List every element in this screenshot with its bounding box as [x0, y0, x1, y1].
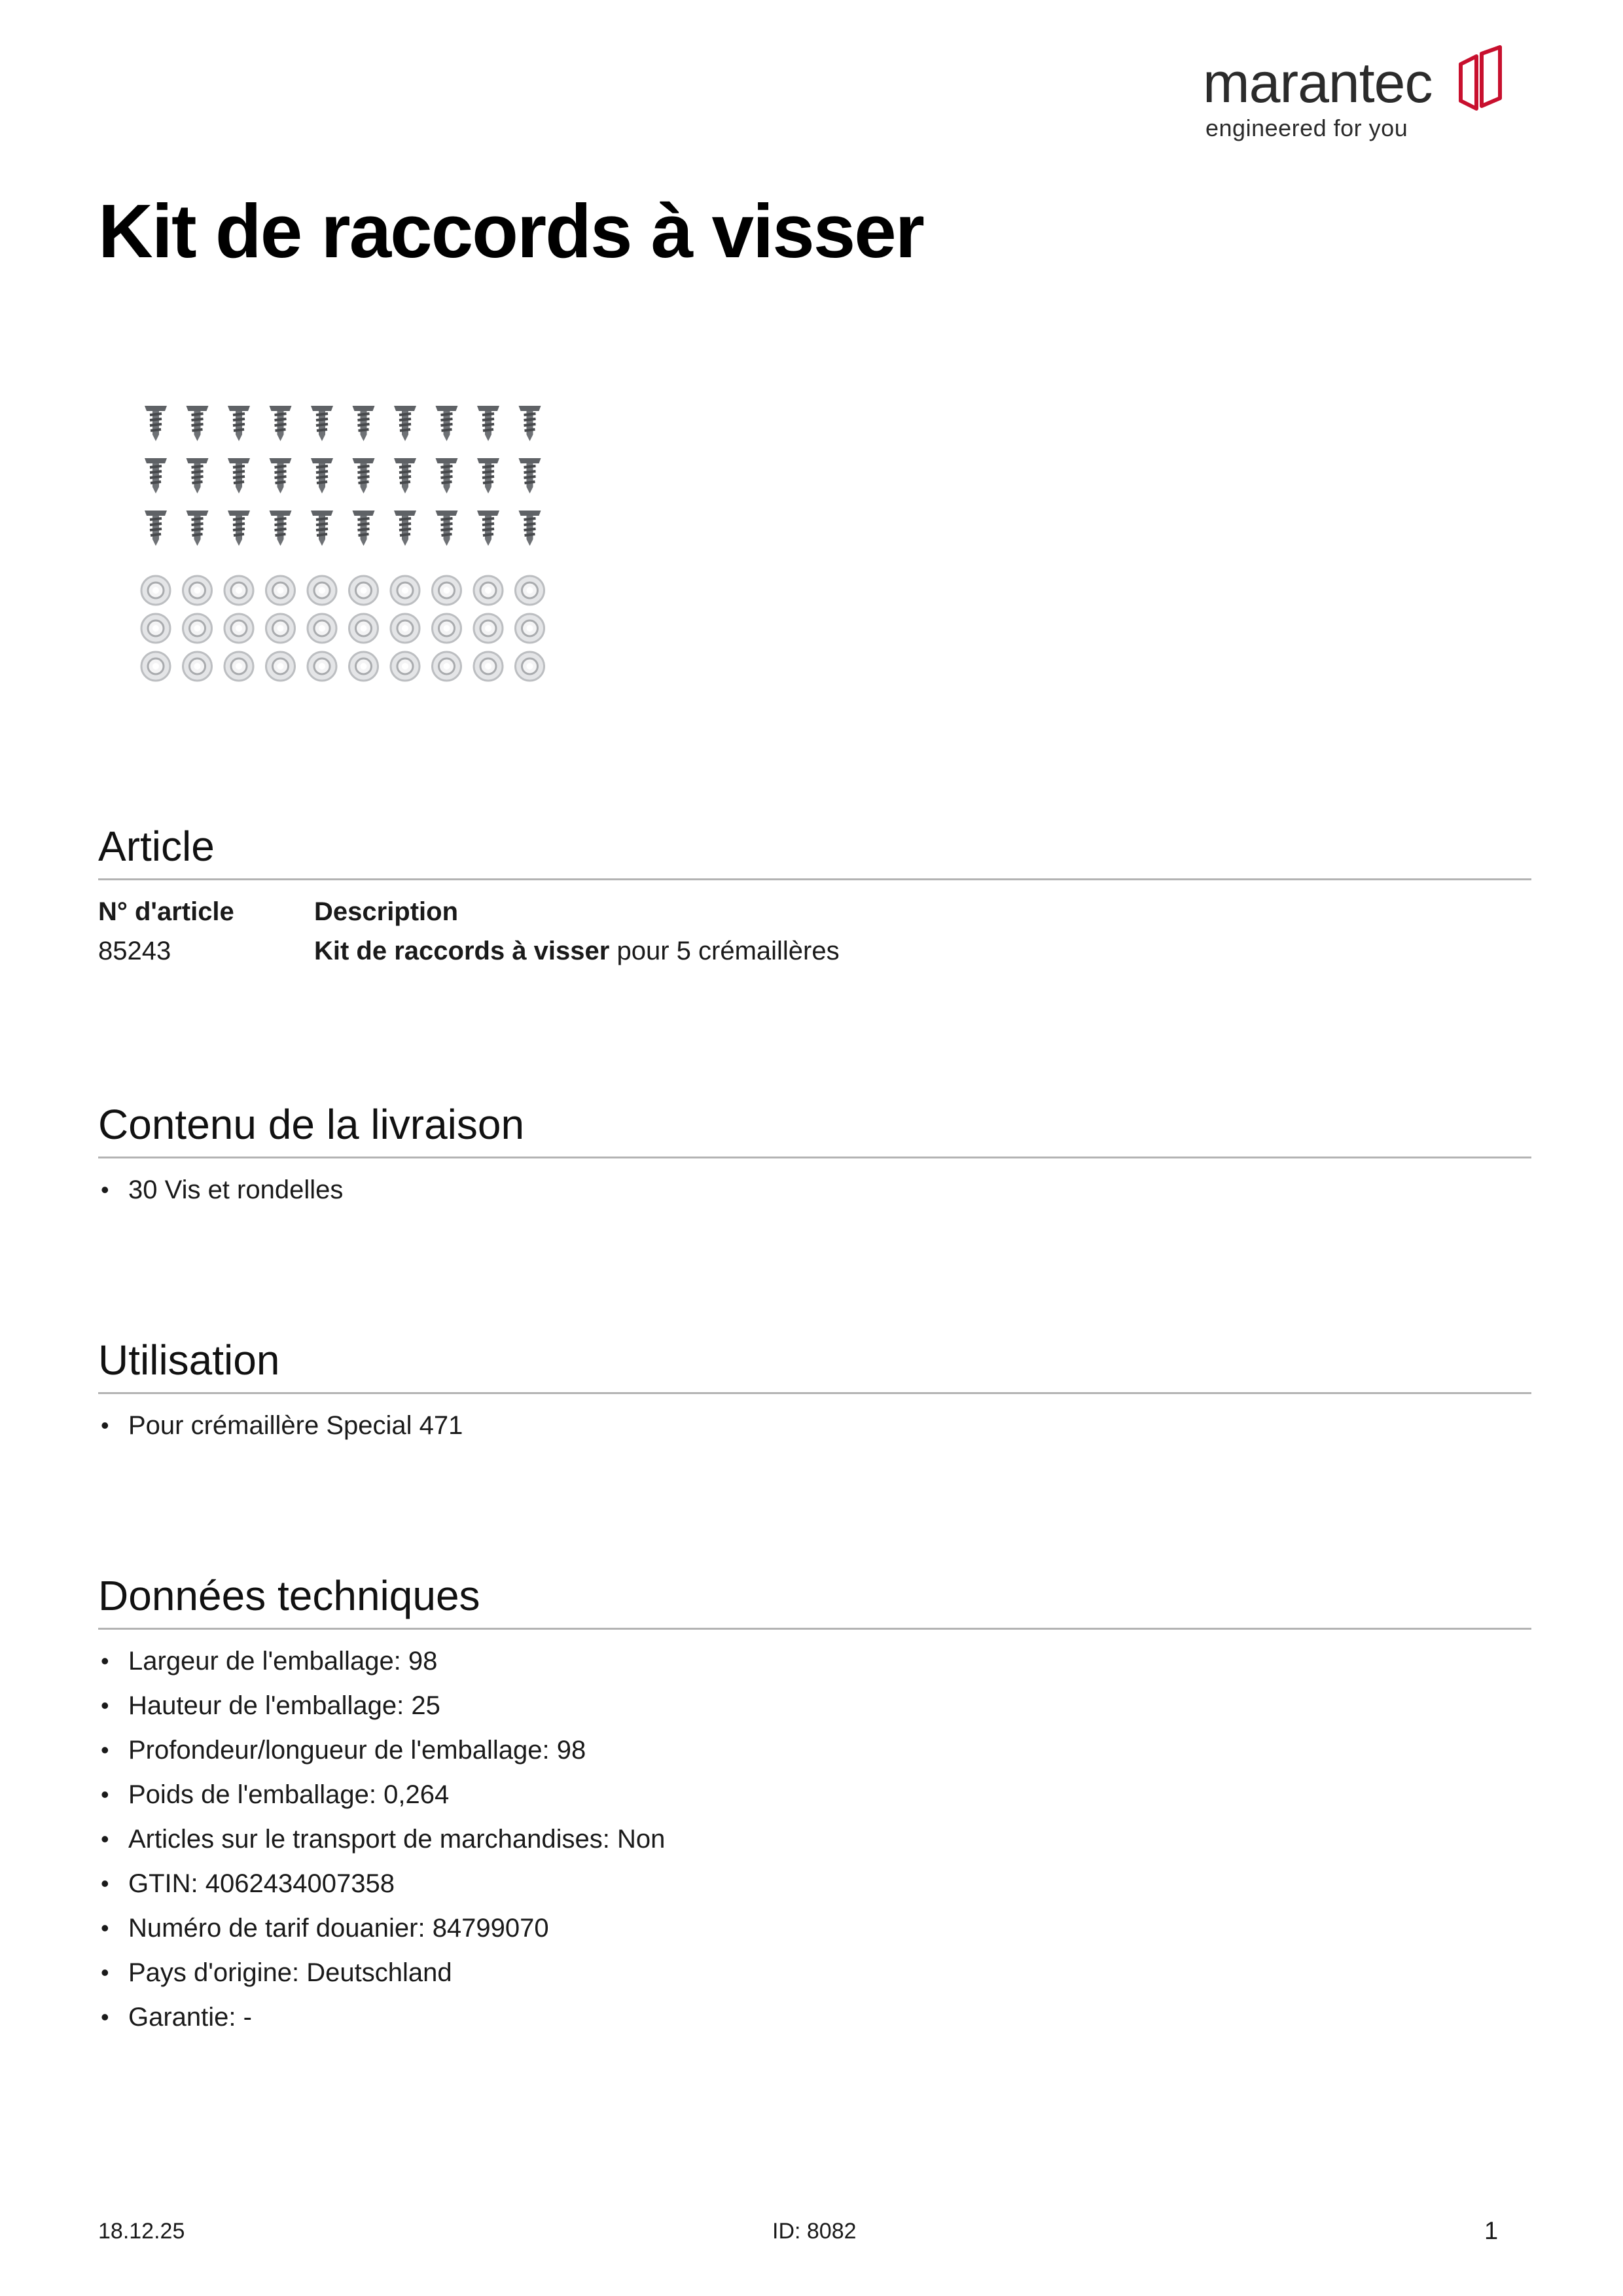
marantec-logo [1203, 42, 1504, 147]
contenu-list [98, 1168, 1531, 1212]
page-title: Kit de raccords à visser [98, 188, 923, 274]
footer-page-number: 1 [1484, 2217, 1499, 2245]
screw-icon [394, 511, 416, 546]
washer-icon [474, 614, 503, 643]
screw-icon [519, 458, 541, 493]
washer-icon [308, 652, 336, 681]
screw-icon [187, 406, 209, 441]
washer-icon [266, 576, 295, 605]
screw-icon [436, 406, 458, 441]
washer-icon [433, 576, 461, 605]
utilisation-list [98, 1403, 1531, 1448]
list-item: • Numéro de tarif douanier: 84799070 [98, 1906, 1531, 1950]
article-table-header [98, 892, 1531, 931]
washer-icon [349, 614, 378, 643]
washer-icon [516, 576, 544, 605]
washer-icon [224, 652, 253, 681]
washer-icon [224, 576, 253, 605]
washer-icon [183, 614, 212, 643]
washer-icon [349, 652, 378, 681]
list-item: • Garantie: - [98, 1995, 1531, 2039]
screw-icon [436, 511, 458, 546]
washer-icon [308, 614, 336, 643]
donnees-list [98, 1639, 1531, 2039]
screw-icon [353, 458, 375, 493]
article-description [314, 931, 840, 971]
washer-icon [266, 652, 295, 681]
screw-icon [228, 406, 250, 441]
column-article-number: N° d'article [98, 897, 234, 926]
column-description: Description [314, 897, 459, 926]
washer-icon [141, 614, 170, 643]
footer-date: 18.12.25 [98, 2219, 185, 2244]
list-item: • GTIN: 4062434007358 [98, 1861, 1531, 1906]
washer-icon [516, 614, 544, 643]
screw-icon [187, 458, 209, 493]
washer-icon [474, 652, 503, 681]
contenu-section [98, 1100, 1531, 1212]
washer-icon [474, 576, 503, 605]
list-item: • Articles sur le transport de marchandises: Non [98, 1817, 1531, 1861]
utilisation-heading: Utilisation [98, 1335, 1531, 1394]
list-item: • 30 Vis et rondelles [98, 1168, 1531, 1212]
utilisation-section [98, 1335, 1531, 1448]
product-image [131, 393, 556, 687]
list-item: • Pour crémaillère Special 471 [98, 1403, 1531, 1448]
screw-icon [270, 511, 292, 546]
screw-icon [145, 406, 167, 441]
washer-icon [141, 652, 170, 681]
screw-icon [145, 458, 167, 493]
washer-icon [433, 652, 461, 681]
screw-icon [477, 458, 499, 493]
screw-icon [436, 458, 458, 493]
list-item: • Pays d'origine: Deutschland [98, 1950, 1531, 1995]
washer-icon [433, 614, 461, 643]
washer-icon [266, 614, 295, 643]
washer-icon [308, 576, 336, 605]
donnees-heading: Données techniques [98, 1571, 1531, 1630]
washer-icon [349, 576, 378, 605]
washer-icon [224, 614, 253, 643]
screw-icon [311, 511, 333, 546]
article-section [98, 821, 1531, 971]
list-item: • Profondeur/longueur de l'emballage: 98 [98, 1728, 1531, 1772]
brand-name: marantec [1203, 52, 1433, 115]
washer-icon [391, 614, 419, 643]
list-item: • Largeur de l'emballage: 98 [98, 1639, 1531, 1683]
screw-icon [477, 406, 499, 441]
screw-icon [228, 458, 250, 493]
brand-tagline: engineered for you [1205, 115, 1408, 141]
washer-icon [391, 576, 419, 605]
footer-id: ID: 8082 [772, 2219, 857, 2244]
screw-icon [145, 511, 167, 546]
screw-icon [519, 511, 541, 546]
screw-icon [270, 406, 292, 441]
article-heading: Article [98, 821, 1531, 880]
screw-icon [311, 406, 333, 441]
washer-icon [391, 652, 419, 681]
contenu-heading: Contenu de la livraison [98, 1100, 1531, 1158]
screw-icon [187, 511, 209, 546]
list-item: • Hauteur de l'emballage: 25 [98, 1683, 1531, 1728]
screw-icon [353, 511, 375, 546]
screw-icon [477, 511, 499, 546]
screw-icon [519, 406, 541, 441]
washer-icon [141, 576, 170, 605]
article-description-bold: Kit de raccords à visser [314, 936, 610, 965]
washer-icon [183, 576, 212, 605]
washer-icon [183, 652, 212, 681]
screw-icon [311, 458, 333, 493]
list-item: • Poids de l'emballage: 0,264 [98, 1772, 1531, 1817]
article-number: 85243 [98, 936, 171, 965]
screw-icon [353, 406, 375, 441]
screw-icon [394, 458, 416, 493]
brand-mark-icon [1457, 45, 1507, 115]
donnees-techniques-section [98, 1571, 1531, 2039]
article-table-row [98, 931, 1531, 971]
screw-icon [228, 511, 250, 546]
screw-icon [394, 406, 416, 441]
article-description-rest: pour 5 crémaillères [609, 936, 840, 965]
washer-icon [516, 652, 544, 681]
screw-icon [270, 458, 292, 493]
